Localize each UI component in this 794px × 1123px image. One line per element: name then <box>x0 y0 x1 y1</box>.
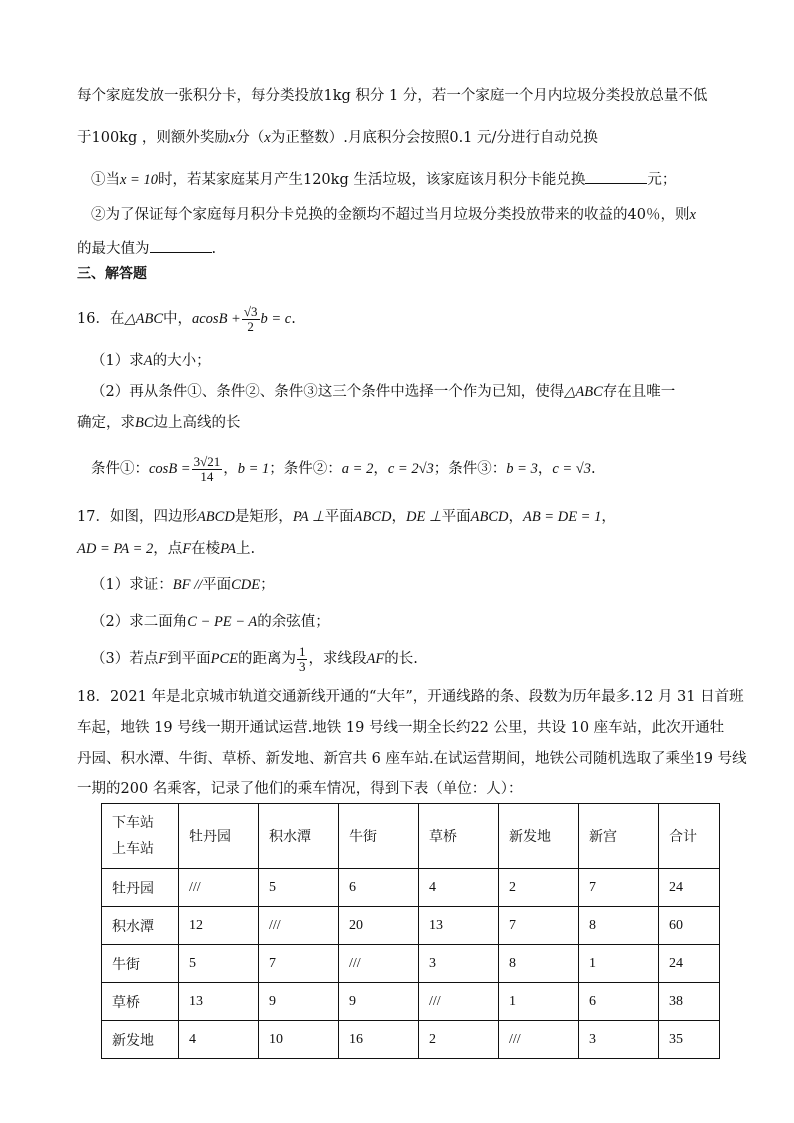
p16-c2: ；条件②： <box>269 461 342 477</box>
p17-l1m: ， <box>601 509 616 525</box>
p16-c1-frac <box>192 455 223 484</box>
p16-mid: 中， <box>163 311 192 327</box>
p17-sub3 <box>91 642 418 676</box>
table-cell: 4 <box>419 869 499 907</box>
p17-line1 <box>77 506 616 528</box>
p17-l1i: 平面 <box>441 509 471 525</box>
ridership-table <box>101 803 720 1059</box>
p15-line2 <box>77 127 598 149</box>
p16-dot: . <box>291 311 296 327</box>
table-cell: 38 <box>659 983 720 1021</box>
p17-s1c: 平面 <box>202 577 232 593</box>
p17-l2a: AD = PA = 2 <box>77 541 154 557</box>
p15-q1b: 时，若某家庭某月产生120kg 生活垃圾，该家庭该月积分卡能兑换 <box>157 172 586 188</box>
p15-q2a: ②为了保证每个家庭每月积分卡兑换的金额均不超过当月垃圾分类投放带来的收益的40％，则 <box>91 207 690 223</box>
table-cell: /// <box>419 983 499 1021</box>
table-cell: 20 <box>339 907 419 945</box>
table-header-row <box>102 804 720 869</box>
p16-eq2: b = c <box>260 311 292 327</box>
p16-eq1: acosB + <box>192 311 241 327</box>
p17-l2c: F <box>182 541 192 557</box>
p17-l1j: ABCD <box>470 509 509 525</box>
table-cell: 12 <box>179 907 259 945</box>
p16-c1eq: cosB = <box>149 461 191 477</box>
table-cell: /// <box>179 869 259 907</box>
p17-s1a: （1）求证： <box>91 577 173 593</box>
table-cell: 3 <box>579 1021 659 1059</box>
p16-s2b: 存在且唯一 <box>602 384 676 400</box>
col-header: 新宫 <box>579 804 659 869</box>
p18-line3: 丹园、积水潭、牛街、草桥、新发地、新宫共 6 座车站.在试运营期间，地铁公司随机选取了乘坐19 号线 <box>77 751 747 767</box>
table-cell: 6 <box>339 869 419 907</box>
p16-sub1 <box>91 350 211 372</box>
table-cell: 16 <box>339 1021 419 1059</box>
p15-x2: x <box>264 130 271 146</box>
row-label: 牛街 <box>102 945 179 983</box>
table-cell: 24 <box>659 945 720 983</box>
table-cell: 9 <box>339 983 419 1021</box>
table-cell: 7 <box>579 869 659 907</box>
table-cell: 4 <box>179 1021 259 1059</box>
p17-l1e: 平面 <box>324 509 354 525</box>
table-cell: 35 <box>659 1021 720 1059</box>
p17-s3c: 到平面 <box>167 651 211 667</box>
p15-q2b: 的最大值为 <box>77 241 150 257</box>
table-cell: 8 <box>499 945 579 983</box>
p15-q2-blank[interactable] <box>150 238 212 253</box>
p17-l1f: ABCD <box>353 509 392 525</box>
p17-s3f: ，求线段 <box>308 651 367 667</box>
p15-q2 <box>91 204 696 226</box>
table-cell: 10 <box>259 1021 339 1059</box>
table-cell: /// <box>259 907 339 945</box>
p17-l1k: ， <box>508 509 523 525</box>
table-cell: 3 <box>419 945 499 983</box>
p17-s3d: PCE <box>210 651 238 667</box>
p17-l2d: 在棱 <box>191 541 221 557</box>
table-row <box>102 983 720 1021</box>
p16-stem <box>77 304 296 334</box>
p17-l1g: ， <box>391 509 407 525</box>
p17-l1c: 是矩形， <box>234 509 293 525</box>
p15-q1eq: x = 10 <box>120 172 158 188</box>
p17-s3a: （3）若点 <box>91 651 159 667</box>
p17-s3h: 的长. <box>384 651 418 667</box>
p17-l2f: 上. <box>235 541 256 557</box>
table-row <box>102 907 720 945</box>
col-header: 牛街 <box>339 804 419 869</box>
p16-s1A: A <box>143 353 153 369</box>
p16-s2d: 边上高线的长 <box>153 415 241 431</box>
row-label: 牡丹园 <box>102 869 179 907</box>
p17-s3e: 的距离为 <box>237 651 296 667</box>
p16-c2sep: ， <box>373 461 388 477</box>
p17-line2 <box>77 538 255 560</box>
p17-s2b: C − PE − A <box>187 614 258 630</box>
table-cell: 24 <box>659 869 720 907</box>
p16-s2c: 确定，求 <box>77 415 135 431</box>
table-cell: 7 <box>259 945 339 983</box>
table-cell: 2 <box>419 1021 499 1059</box>
col-header: 合计 <box>659 804 720 869</box>
p17-s3g: AF <box>366 651 385 667</box>
p17-s3b: F <box>158 651 168 667</box>
p17-s1b: BF // <box>172 577 203 593</box>
p16-frac <box>242 305 260 334</box>
p17-l1b: ABCD <box>196 509 235 525</box>
row-label: 积水潭 <box>102 907 179 945</box>
table-row <box>102 1021 720 1059</box>
p16-frac-den: 2 <box>247 318 254 334</box>
p17-sub1 <box>91 574 275 596</box>
p15-line1: 每个家庭发放一张积分卡，每分类投放1kg 积分 1 分，若一个家庭一个月内垃圾分类投放总量不低 <box>77 88 708 104</box>
p15-q1 <box>91 169 676 191</box>
p15-q1-blank[interactable] <box>585 169 647 184</box>
table-cell: 60 <box>659 907 720 945</box>
p17-s1d: CDE <box>231 577 261 593</box>
table-cell: /// <box>339 945 419 983</box>
table-cell: 13 <box>419 907 499 945</box>
p16-c3c: c = √3 <box>552 461 592 477</box>
p16-frac-num: √3 <box>243 303 258 319</box>
p16-sub2 <box>91 381 675 403</box>
table-cell: /// <box>499 1021 579 1059</box>
p15-q1c: 元； <box>647 172 677 188</box>
p16-c1beq: b = 1 <box>237 461 270 477</box>
p15-line2c: 为正整数）.月底积分会按照0.1 元/分进行自动兑换 <box>270 130 598 146</box>
p16-c1-num: 3√21 <box>193 453 221 469</box>
p17-l1h: DE ⊥ <box>406 509 442 525</box>
col-header: 牡丹园 <box>179 804 259 869</box>
col-header: 草桥 <box>419 804 499 869</box>
p16-c3sep: ， <box>537 461 553 477</box>
p16-conditions <box>91 452 596 486</box>
p17-s3-frac <box>297 645 308 674</box>
p16-s2tri: △ABC <box>564 384 603 400</box>
p16-s1b: 的大小； <box>152 353 211 369</box>
p16-c3end: . <box>591 461 596 477</box>
p16-head: 16．在 <box>77 311 125 327</box>
p17-l1a: 17．如图，四边形 <box>77 509 197 525</box>
p16-c3b: b = 3 <box>506 461 538 477</box>
p15-line2b: 分（ <box>235 130 265 146</box>
corner-top: 下车站 <box>112 815 154 831</box>
p16-c2c: c = 2√3 <box>387 461 434 477</box>
table-cell: 8 <box>579 907 659 945</box>
p17-l1d: PA ⊥ <box>292 509 325 525</box>
table-cell: 6 <box>579 983 659 1021</box>
p16-s1a: （1）求 <box>91 353 144 369</box>
p17-s3-num: 1 <box>298 643 306 659</box>
p15-q2-line2 <box>77 238 216 260</box>
p17-l1l: AB = DE = 1 <box>522 509 602 525</box>
p15-q1a: ①当 <box>91 172 120 188</box>
p18-line2: 车起，地铁 19 号线一期开通试运营.地铁 19 号线一期全长约22 公里，共设 10 座车站，此次开通牡 <box>77 720 725 736</box>
p16-s2a: （2）再从条件①、条件②、条件③这三个条件中选择一个作为已知，使得 <box>91 384 565 400</box>
section-title: 三、解答题 <box>77 266 147 282</box>
table-cell: 2 <box>499 869 579 907</box>
p17-s3-den: 3 <box>298 658 306 674</box>
corner-bottom: 上车站 <box>112 841 154 857</box>
table-cell: 13 <box>179 983 259 1021</box>
table-cell: 1 <box>499 983 579 1021</box>
table-cell: 5 <box>259 869 339 907</box>
p17-l2e: PA <box>220 541 236 557</box>
p16-c1-den: 14 <box>200 468 214 484</box>
row-label: 新发地 <box>102 1021 179 1059</box>
table-cell: 1 <box>579 945 659 983</box>
p16-tri: △ABC <box>124 311 163 327</box>
p17-l2b: ，点 <box>153 541 183 557</box>
p15-x: x <box>228 130 236 146</box>
p17-s1e: ； <box>260 577 275 593</box>
col-header: 积水潭 <box>259 804 339 869</box>
row-label: 草桥 <box>102 983 179 1021</box>
p17-s2a: （2）求二面角 <box>91 614 188 630</box>
table-row <box>102 945 720 983</box>
table-cell: 7 <box>499 907 579 945</box>
p18-line1: 18．2021 年是北京城市轨道交通新线开通的“大年”，开通线路的条、段数为历年最多.12 月 31 日首班 <box>77 689 744 705</box>
table-cell: 9 <box>259 983 339 1021</box>
p15-q2c: . <box>211 241 217 257</box>
p16-c1: 条件①： <box>91 461 149 477</box>
table-row <box>102 869 720 907</box>
p15-line2a: 于100kg ，则额外奖励 <box>77 130 229 146</box>
p17-s2c: 的余弦值； <box>257 614 330 630</box>
corner-cell <box>102 804 179 869</box>
p16-c2a: a = 2 <box>341 461 374 477</box>
p16-s2BC: BC <box>135 415 154 431</box>
p16-c1b: ， <box>223 461 238 477</box>
p16-c3: ；条件③： <box>433 461 507 477</box>
col-header: 新发地 <box>499 804 579 869</box>
p16-sub2-line2 <box>77 412 241 434</box>
table-cell: 5 <box>179 945 259 983</box>
p17-sub2 <box>91 611 330 633</box>
p15-q2x: x <box>689 207 696 223</box>
p18-line4: 一期的200 名乘客，记录了他们的乘车情况，得到下表（单位：人）： <box>77 781 523 797</box>
